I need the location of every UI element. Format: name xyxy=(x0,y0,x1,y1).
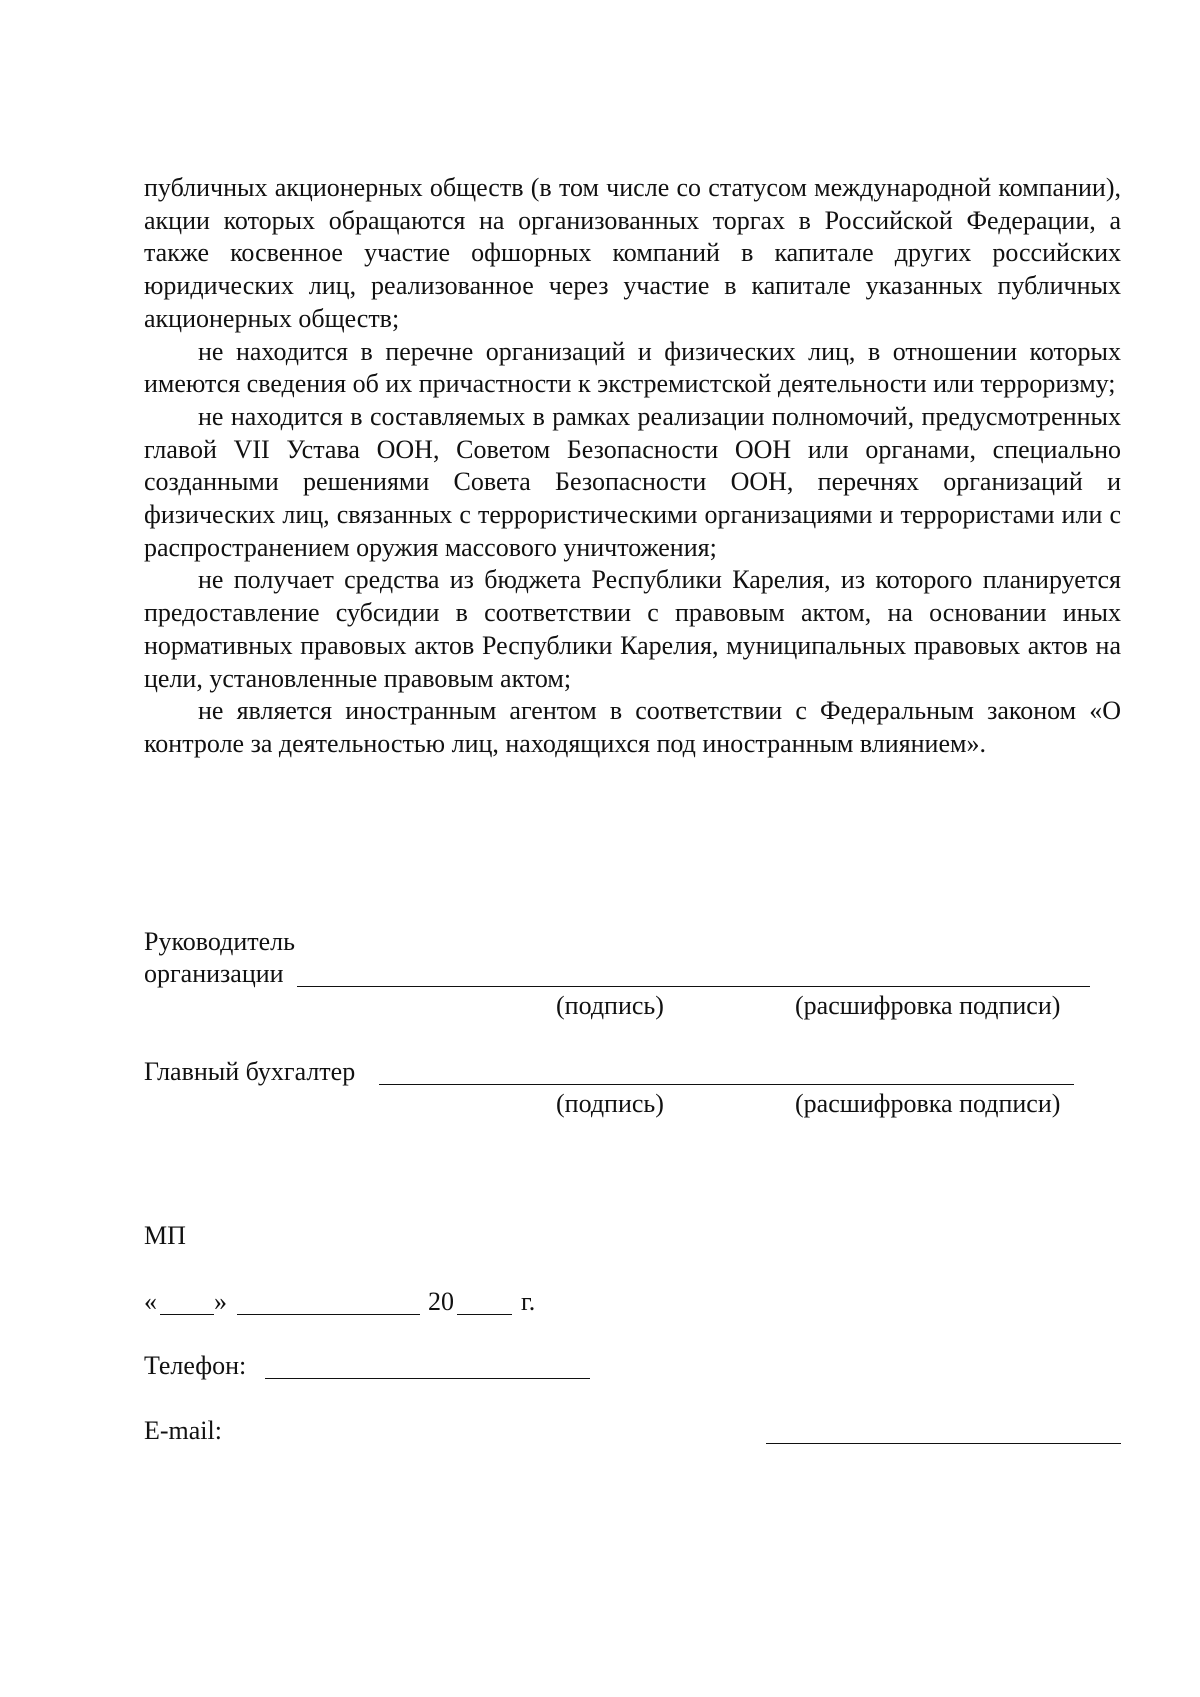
stamp-label: МП xyxy=(144,1221,186,1250)
head-label-line2: организации xyxy=(144,959,284,988)
head-label-line1: Руководитель xyxy=(144,927,295,956)
accountant-signature-line[interactable] xyxy=(379,1084,1074,1085)
head-decode-caption: (расшифровка подписи) xyxy=(795,991,1061,1020)
paragraph-foreign-agent: не является иностранным агентом в соответствии с Федеральным законом «О контроле за деятельностью лиц, находящихся под иностранным влиянием». xyxy=(144,696,1121,758)
date-open-quote: « xyxy=(144,1287,157,1316)
email-line[interactable] xyxy=(766,1443,1121,1444)
head-signature-line[interactable] xyxy=(297,986,1090,987)
accountant-decode-caption: (расшифровка подписи) xyxy=(795,1089,1061,1118)
body-text xyxy=(144,172,1121,761)
accountant-label: Главный бухгалтер xyxy=(144,1057,356,1086)
paragraph-un-sanctions-list: не находится в составляемых в рамках реализации полномочий, предусмотренных главой VII Устава ООН, Советом Безопасности ООН или органами, специально созданными решениями Совета Безопасности ООН, перечнях организаций и физических лиц, связанных с террористическими организациями и террористами или с распространением оружия массового уничтожения; xyxy=(144,401,1121,562)
date-year-suffix: г. xyxy=(521,1287,536,1316)
date-close-quote: » xyxy=(214,1287,227,1316)
date-year-prefix: 20 xyxy=(428,1287,454,1316)
date-year-line[interactable] xyxy=(457,1314,512,1315)
paragraph-offshore-participation: публичных акционерных обществ (в том числе со статусом международной компании), акции которых обращаются на организованных торгах в Российской Федерации, а также косвенное участие офшорных компаний в капитале других российских юридических лиц, реализованное через участие в капитале указанных публичных акционерных обществ; xyxy=(144,173,1121,333)
paragraph-extremism-list: не находится в перечне организаций и физических лиц, в отношении которых имеются сведения об их причастности к экстремистской деятельности или терроризму; xyxy=(144,336,1121,399)
phone-label: Телефон: xyxy=(144,1351,247,1380)
head-signature-caption: (подпись) xyxy=(556,991,664,1020)
date-month-line[interactable] xyxy=(237,1314,420,1315)
email-label: E-mail: xyxy=(144,1416,222,1445)
accountant-signature-caption: (подпись) xyxy=(556,1089,664,1118)
phone-line[interactable] xyxy=(265,1378,590,1379)
date-day-line[interactable] xyxy=(160,1314,214,1315)
paragraph-budget-funds: не получает средства из бюджета Республики Карелия, из которого планируется предоставление субсидии в соответствии с правовым актом, на основании иных нормативных правовых актов Республики Карелия, муниципальных правовых актов на цели, установленные правовым актом; xyxy=(144,565,1121,693)
